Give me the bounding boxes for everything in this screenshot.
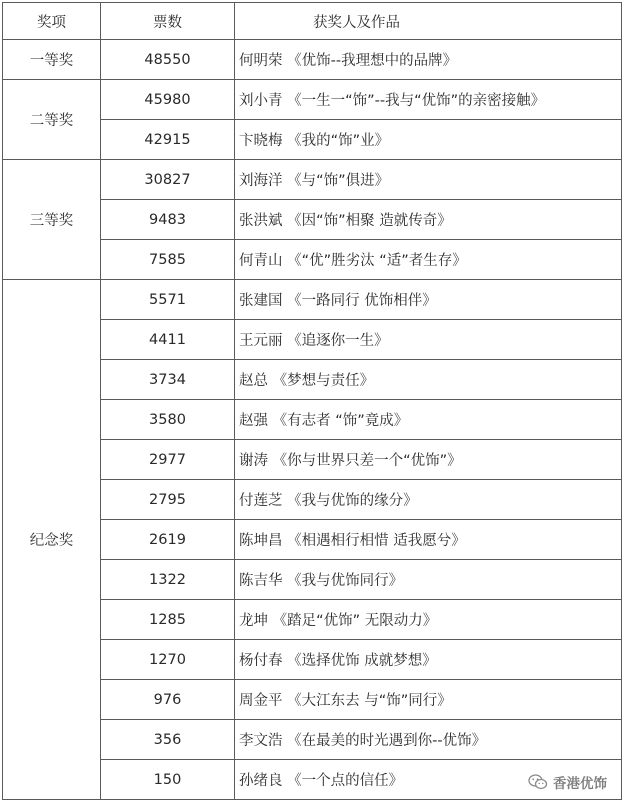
- award-level-cell: 二等奖: [3, 80, 101, 160]
- votes-cell: 150: [101, 760, 235, 800]
- watermark-text: 香港优饰: [553, 776, 607, 792]
- winner-work-cell: 杨付春 《选择优饰 成就梦想》: [235, 640, 622, 680]
- winner-work-cell: 付莲芝 《我与优饰的缘分》: [235, 480, 622, 520]
- votes-cell: 2977: [101, 440, 235, 480]
- header-votes: 票数: [101, 3, 235, 40]
- votes-cell: 9483: [101, 200, 235, 240]
- votes-cell: 976: [101, 680, 235, 720]
- header-winner-work: [235, 3, 622, 40]
- watermark: [526, 771, 609, 793]
- wechat-icon: [528, 774, 548, 790]
- winner-work-cell: 陈吉华 《我与优饰同行》: [235, 560, 622, 600]
- votes-cell: 3580: [101, 400, 235, 440]
- winner-work-cell: 何明荣 《优饰--我理想中的品牌》: [235, 40, 622, 80]
- table-row: [3, 80, 622, 120]
- votes-cell: 7585: [101, 240, 235, 280]
- header-award: 奖项: [3, 3, 101, 40]
- table-header-row: [3, 3, 622, 40]
- winner-work-cell: 李文浩 《在最美的时光遇到你--优饰》: [235, 720, 622, 760]
- table-body: [3, 3, 622, 800]
- award-level-cell: 一等奖: [3, 40, 101, 80]
- votes-cell: 1322: [101, 560, 235, 600]
- winner-work-cell: 卞晓梅 《我的“饰”业》: [235, 120, 622, 160]
- winner-work-cell: 张建国 《一路同行 优饰相伴》: [235, 280, 622, 320]
- votes-cell: 42915: [101, 120, 235, 160]
- winner-work-cell: 陈坤昌 《相遇相行相惜 适我愿兮》: [235, 520, 622, 560]
- header-winner-work-label: 获奖人及作品: [313, 14, 400, 31]
- winner-work-cell: 何青山 《“优”胜劣汰 “适”者生存》: [235, 240, 622, 280]
- winner-work-cell: 刘小青 《一生一“饰”--我与“优饰”的亲密接触》: [235, 80, 622, 120]
- votes-cell: 30827: [101, 160, 235, 200]
- table-row: [3, 160, 622, 200]
- award-level-cell: 纪念奖: [3, 280, 101, 800]
- table-row: [3, 40, 622, 80]
- award-level-cell: 三等奖: [3, 160, 101, 280]
- winner-work-cell: 王元丽 《追逐你一生》: [235, 320, 622, 360]
- winner-work-cell: 龙坤 《踏足“优饰” 无限动力》: [235, 600, 622, 640]
- winner-work-cell: 谢涛 《你与世界只差一个“优饰”》: [235, 440, 622, 480]
- winner-work-cell: 赵强 《有志者 “饰”竟成》: [235, 400, 622, 440]
- winner-work-cell: 周金平 《大江东去 与“饰”同行》: [235, 680, 622, 720]
- votes-cell: 1285: [101, 600, 235, 640]
- award-results-table: [2, 2, 622, 800]
- winner-work-cell: 赵总 《梦想与责任》: [235, 360, 622, 400]
- votes-cell: 2795: [101, 480, 235, 520]
- votes-cell: 45980: [101, 80, 235, 120]
- votes-cell: 4411: [101, 320, 235, 360]
- votes-cell: 5571: [101, 280, 235, 320]
- votes-cell: 1270: [101, 640, 235, 680]
- votes-cell: 356: [101, 720, 235, 760]
- votes-cell: 3734: [101, 360, 235, 400]
- table-row: [3, 280, 622, 320]
- winner-work-cell: 张洪斌 《因“饰”相聚 造就传奇》: [235, 200, 622, 240]
- votes-cell: 48550: [101, 40, 235, 80]
- winner-work-cell: 孙绪良 《一个点的信任》: [235, 760, 622, 800]
- votes-cell: 2619: [101, 520, 235, 560]
- winner-work-cell: 刘海洋 《与“饰”俱进》: [235, 160, 622, 200]
